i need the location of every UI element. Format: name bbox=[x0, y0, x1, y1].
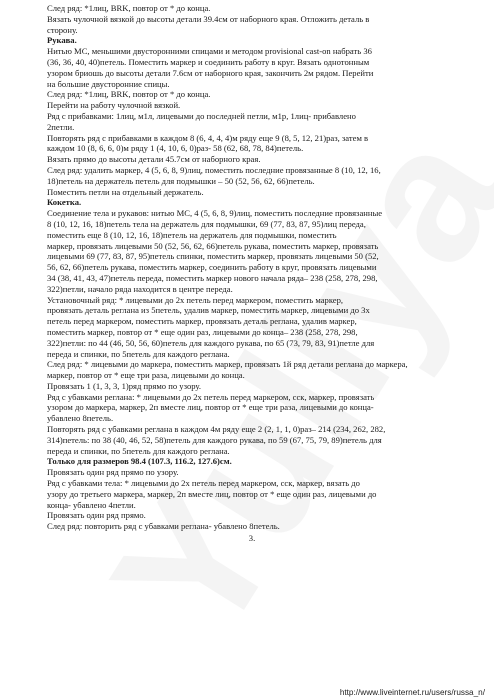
text-line: узором до маркера, маркер, 2п вместе лиц, повтор от * еще три раза, лицевыми до конца- bbox=[47, 402, 374, 413]
document-page bbox=[47, 3, 457, 544]
text-line: поместить маркер, повтор от * еще один раз, лицевыми до конца– 238 (258, 278, 298, bbox=[47, 326, 358, 337]
text-line: убавлено 8петель. bbox=[47, 413, 114, 424]
text-line: 18)петель на держатель петель для подмышки – 50 (52, 56, 62, 66)петель. bbox=[47, 175, 315, 186]
text-line: 56, 62, 66)петель рукава, поместить маркер, соединить работу в круг, провязать лицевыми bbox=[47, 262, 377, 273]
text-line: След ряд: удалить маркер, 4 (5, 6, 8, 9)лиц, поместить последние провязанные 8 (10, 12, 16, bbox=[47, 164, 381, 175]
text-line: узором бриошь до высоты детали 7.6см от наборного края, закончить 2м рядом. Перейти bbox=[47, 67, 374, 78]
text-line: маркер, повтор от * еще три раза, лицевыми до конца. bbox=[47, 370, 245, 381]
text-line: 322)петли: по 44 (46, 50, 56, 60)петель для каждого рукава, по 65 (73, 79, 83, 91)петле для bbox=[47, 337, 375, 348]
text-line: Повторять ряд с прибавками в каждом 8 (6, 4, 4, 4)м ряду еще 9 (8, 5, 12, 21)раз, затем в bbox=[47, 132, 369, 143]
text-line: Ряд с убавками тела: * лицевыми до 2х петель перед маркером, сск, маркер, вязать до bbox=[47, 478, 360, 489]
text-line: Установочный ряд: * лицевыми до 2х петель перед маркером, поместить маркер, bbox=[47, 294, 344, 305]
text-line: Вязать прямо до высоты детали 45.7см от наборного края. bbox=[47, 154, 261, 165]
text-line: Кокетка. bbox=[47, 197, 82, 208]
text-line: переда и спинки, по 5петель для каждого реглана. bbox=[47, 445, 230, 456]
text-line: Только для размеров 98.4 (107.3, 116.2, 127.6)см. bbox=[47, 456, 232, 467]
text-line: След ряд: *1лиц, BRK, повтор от * до конца. bbox=[47, 3, 211, 13]
text-line: конца- убавлено 4петли. bbox=[47, 499, 136, 510]
text-line: лицевыми 69 (77, 83, 87, 95)петель спинки, поместить маркер, провязать лицевыми 50 (52, bbox=[47, 251, 379, 262]
text-line: 322)петли, начало ряда находится в центре переда. bbox=[47, 283, 233, 294]
text-line: 34 (38, 41, 43, 47)петель переда, поместить маркер нового начала ряда– 238 (258, 278, 298, bbox=[47, 272, 378, 283]
text-line: на большие двусторонние спицы. bbox=[47, 78, 170, 89]
document-body bbox=[47, 3, 457, 532]
text-line: След ряд: *1лиц, BRK, повтор от * до конца. bbox=[47, 89, 211, 100]
page-number: 3. bbox=[248, 533, 256, 544]
text-line: (36, 36, 40, 40)петель. Поместить маркер и соединить работу в круг. Вязать однотонным bbox=[47, 56, 370, 67]
text-line: маркер, провязать лицевыми 50 (52, 56, 62, 66)петель рукава, поместить маркер, провязать bbox=[47, 240, 379, 251]
text-line: Перейти на работу чулочной вязкой. bbox=[47, 100, 181, 111]
text-line: петель перед маркером, поместить маркер, провязать деталь реглана, удалив маркер, bbox=[47, 316, 357, 327]
text-line: Ряд с убавками реглана: * лицевыми до 2х петель перед маркером, сск, маркер, провязать bbox=[47, 391, 375, 402]
footer-url[interactable]: http://www.liveinternet.ru/users/russa_n/ bbox=[339, 688, 485, 697]
text-line: Поместить петли на отдельный держатель. bbox=[47, 186, 204, 197]
text-line: узору до третьего маркера, маркер, 2п вместе лиц, повтор от * еще один раз, лицевыми до bbox=[47, 488, 377, 499]
text-line: 8 (10, 12, 16, 18)петель тела на держатель для подмышки, 69 (77, 83, 87, 95)лиц переда, bbox=[47, 218, 366, 229]
text-line: провязать деталь реглана из 5петель, удалив маркер, поместить маркер, лицевыми до 3х bbox=[47, 305, 370, 316]
text-line: Провязать один ряд прямо по узору. bbox=[47, 467, 179, 478]
text-line: Провязать 1 (1, 3, 3, 1)ряд прямо по узору. bbox=[47, 380, 202, 391]
text-line: Нитью МС, меньшими двусторонними спицами и методом provisional cast-on набрать 36 bbox=[47, 46, 372, 57]
text-line: каждом 10 (8, 6, 6, 0)м ряду 1 (4, 10, 6, 0)раз- 58 (62, 68, 78, 84)петель. bbox=[47, 143, 304, 154]
text-line: Провязать один ряд прямо. bbox=[47, 510, 146, 521]
text-line: 2петли. bbox=[47, 121, 75, 132]
text-line: сторону. bbox=[47, 24, 78, 35]
text-line: поместить еще 8 (10, 12, 16, 18)петель на держатель для подмышки, поместить bbox=[47, 229, 337, 240]
text-line: Повторять ряд с убавками реглана в каждом 4м ряду еще 2 (2, 1, 1, 0)раз– 214 (234, 262, 282, bbox=[47, 424, 386, 435]
text-line: переда и спинки, по 5петель для каждого реглана. bbox=[47, 348, 230, 359]
text-line: Соединение тела и рукавов: нитью МС, 4 (5, 6, 8, 9)лиц, поместить последние провязанные bbox=[47, 208, 383, 219]
text-line: Рукава. bbox=[47, 35, 77, 46]
text-line: 314)петель: по 38 (40, 46, 52, 58)петель для каждого рукава, по 59 (67, 75, 79, 89)петель для bbox=[47, 434, 382, 445]
text-line: След ряд: повторить ряд с убавками реглана- убавлено 8петель. bbox=[47, 521, 280, 532]
text-line: Вязать чулочной вязкой до высоты детали 39.4см от наборного края. Отложить деталь в bbox=[47, 13, 370, 24]
text-line: Ряд с прибавками: 1лиц, м1л, лицевыми до последней петли, м1р, 1лиц- прибавлено bbox=[47, 110, 356, 121]
text-line: След ряд: * лицевыми до маркера, поместить маркер, провязать 1й ряд детали реглана до маркера, bbox=[47, 359, 408, 370]
